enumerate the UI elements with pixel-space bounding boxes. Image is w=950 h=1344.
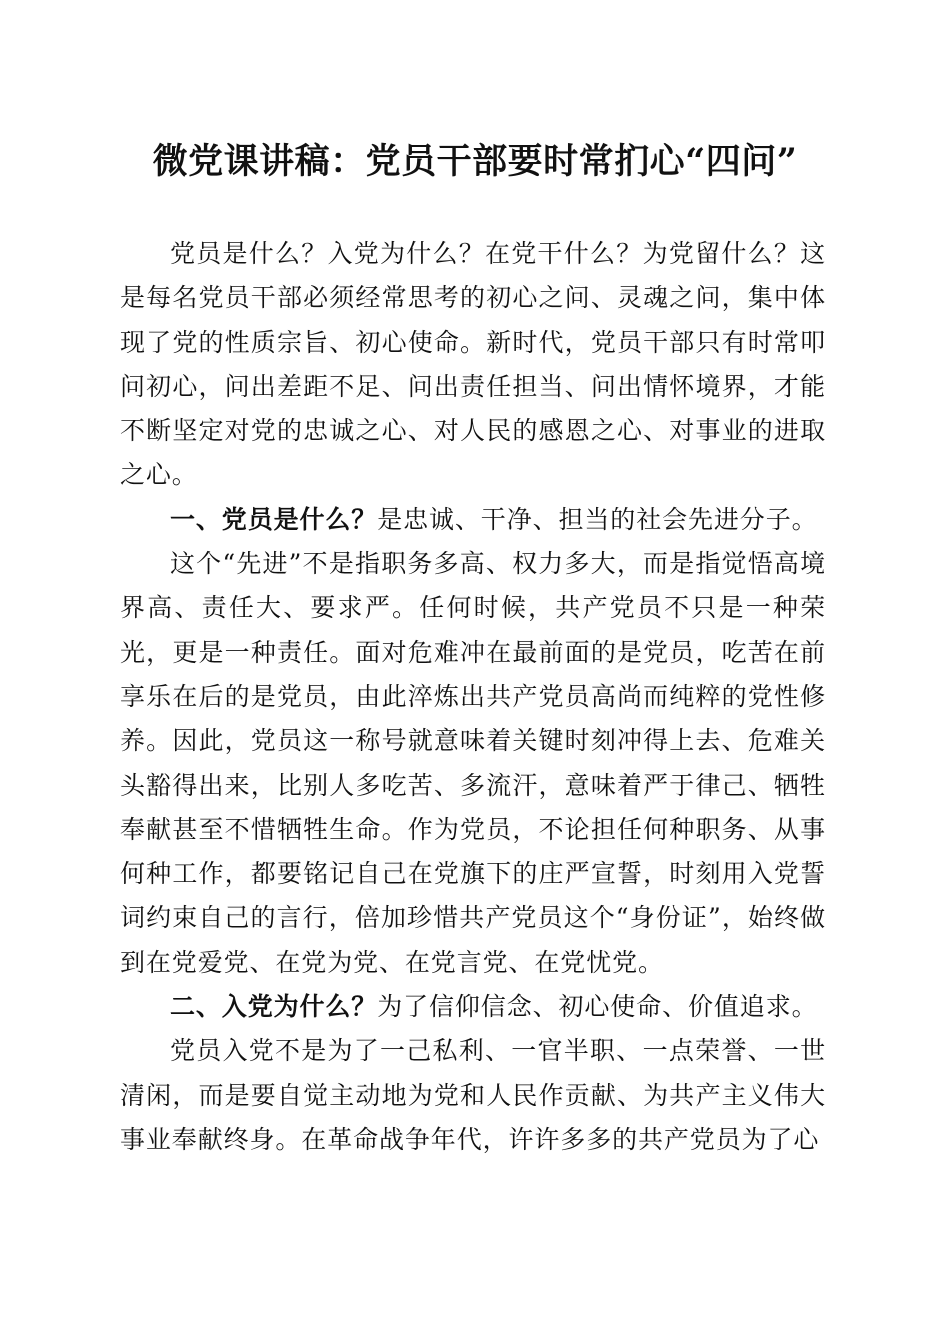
section-1-paragraph: 这个“先进”不是指职务多高、权力多大，而是指觉悟高境界高、责任大、要求严。任何时候，共产党员不只是一种荣光，更是一种责任。面对危难冲在最前面的是党员，吃苦在前享乐在后的是党员，由此淬炼出共产党员高尚而纯粹的党性修养。因此，党员这一称号就意味着关键时刻冲得上去、危难关头豁得出来，比别人多吃苦、多流汗，意味着严于律己、牺牲奉献甚至不惜牺牲生命。作为党员，不论担任何种职务、从事何种工作，都要铭记自己在党旗下的庄严宣誓，时刻用入党誓词约束自己的言行，倍加珍惜共产党员这个“身份证”，始终做到在党爱党、在党为党、在党言党、在党忧党。 bbox=[120, 549, 826, 977]
section-1-summary: 是忠诚、干净、担当的社会先进分子。 bbox=[377, 504, 818, 534]
section-1-heading: 一、党员是什么？ bbox=[170, 504, 378, 534]
document-body bbox=[120, 232, 826, 1162]
section-2-paragraph: 党员入党不是为了一己私利、一官半职、一点荣誉、一世清闲，而是要自觉主动地为党和人民作贡献、为共产主义伟大事业奉献终身。在革命战争年代，许许多多的共产党员为了心 bbox=[120, 1036, 826, 1154]
document-title: 微党课讲稿：党员干部要时常扪心“四问” bbox=[152, 141, 798, 182]
section-2-heading-line bbox=[120, 985, 826, 1029]
section-1-heading-line bbox=[120, 498, 826, 542]
section-2-summary: 为了信仰信念、初心使命、价值追求。 bbox=[377, 992, 818, 1022]
section-2-heading: 二、入党为什么？ bbox=[170, 992, 378, 1022]
intro-paragraph: 党员是什么？入党为什么？在党干什么？为党留什么？这是每名党员干部必须经常思考的初心之问、灵魂之问，集中体现了党的性质宗旨、初心使命。新时代，党员干部只有时常叩问初心，问出差距不足、问出责任担当、问出情怀境界，才能不断坚定对党的忠诚之心、对人民的感恩之心、对事业的进取之心。 bbox=[120, 239, 826, 490]
